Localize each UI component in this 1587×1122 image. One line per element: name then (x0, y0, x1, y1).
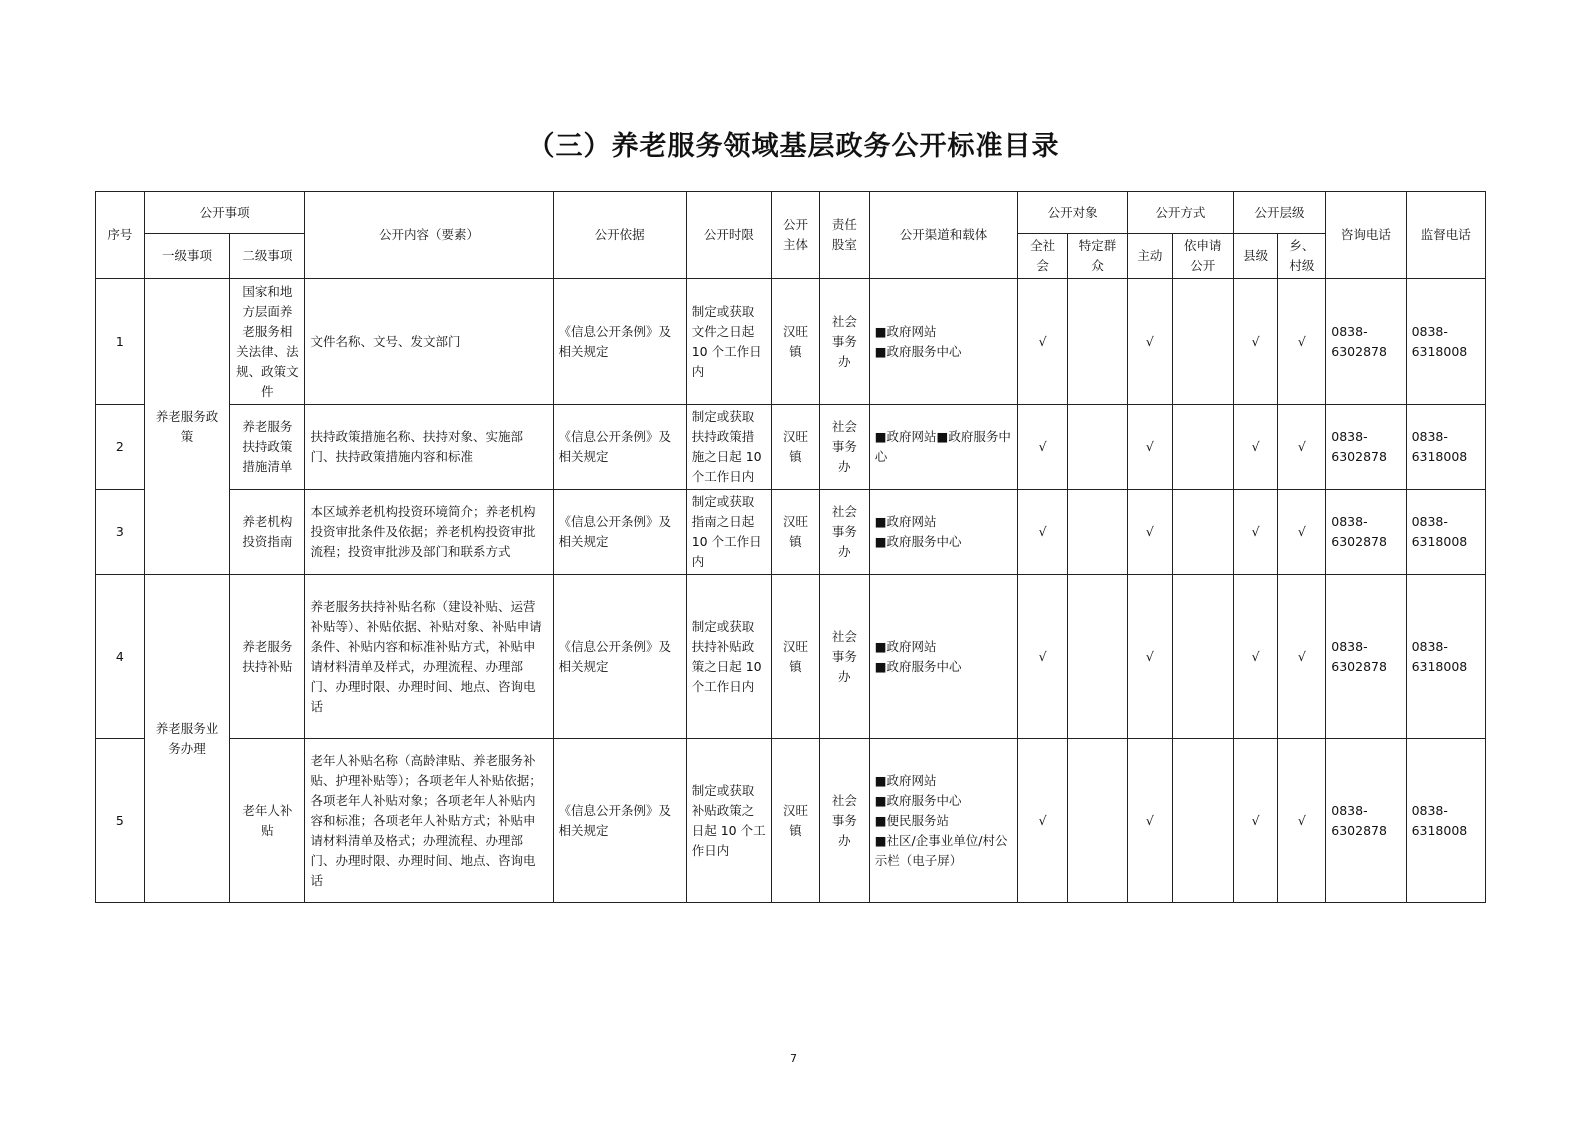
target-all-mark: √ (1018, 739, 1068, 903)
target-all-mark: √ (1018, 279, 1068, 405)
county-mark: √ (1233, 279, 1278, 405)
header-level-county: 县级 (1233, 234, 1278, 279)
level2-item: 国家和地 方层面养 老服务相 关法律、法 规、政策文 件 (230, 279, 305, 405)
level2-item: 养老服务 扶持补贴 (230, 575, 305, 739)
header-method-active: 主动 (1127, 234, 1172, 279)
timelimit-cell: 制定或获取扶持政策措施之日起 10 个工作日内 (686, 405, 771, 490)
request-mark (1172, 490, 1233, 575)
header-subject: 公开 主体 (772, 192, 820, 279)
table-row (96, 405, 1486, 490)
content-cell: 本区域养老机构投资环境简介；养老机构投资审批条件及依据；养老机构投资审批流程；投资审批涉及部门和联系方式 (305, 490, 553, 575)
active-mark: √ (1127, 405, 1172, 490)
channel-item: ■社区/企事业单位/村公示栏（电子屏） (874, 832, 1008, 868)
channel-cell (869, 279, 1017, 405)
county-mark: √ (1233, 490, 1278, 575)
basis-cell: 《信息公开条例》及相关规定 (553, 405, 686, 490)
supervise-tel: 0838- 6318008 (1406, 575, 1485, 739)
supervise-tel: 0838- 6318008 (1406, 279, 1485, 405)
header-supervise-tel: 监督电话 (1406, 192, 1485, 279)
level2-item: 养老服务 扶持政策 措施清单 (230, 405, 305, 490)
supervise-tel: 0838- 6318008 (1406, 405, 1485, 490)
subject-cell: 汉旺镇 (772, 575, 820, 739)
header-level-group: 公开层级 (1233, 192, 1326, 234)
header-target-specific: 特定群 众 (1067, 234, 1127, 279)
content-cell: 扶持政策措施名称、扶持对象、实施部门、扶持政策措施内容和标准 (305, 405, 553, 490)
channel-item: ■政府网站 (874, 638, 937, 654)
timelimit-cell: 制定或获取文件之日起 10 个工作日内 (686, 279, 771, 405)
target-specific-mark (1067, 575, 1127, 739)
town-mark: √ (1278, 739, 1326, 903)
level2-item: 养老机构 投资指南 (230, 490, 305, 575)
row-seq: 2 (96, 405, 145, 490)
table-row (96, 279, 1486, 405)
request-mark (1172, 405, 1233, 490)
level2-item: 老年人补 贴 (230, 739, 305, 903)
target-specific-mark (1067, 405, 1127, 490)
active-mark: √ (1127, 575, 1172, 739)
channel-item: ■政府网站 (874, 323, 937, 339)
row-seq: 1 (96, 279, 145, 405)
header-basis: 公开依据 (553, 192, 686, 279)
basis-cell: 《信息公开条例》及相关规定 (553, 575, 686, 739)
table-row (96, 490, 1486, 575)
request-mark (1172, 279, 1233, 405)
office-cell: 社会 事务 办 (819, 739, 869, 903)
target-specific-mark (1067, 279, 1127, 405)
target-all-mark: √ (1018, 405, 1068, 490)
header-timelimit: 公开时限 (686, 192, 771, 279)
county-mark: √ (1233, 739, 1278, 903)
header-method-group: 公开方式 (1127, 192, 1233, 234)
county-mark: √ (1233, 575, 1278, 739)
channel-cell (869, 739, 1017, 903)
content-cell: 养老服务扶持补贴名称（建设补贴、运营补贴等）、补贴依据、补贴对象、补贴申请条件、补贴内容和标准补贴方式，补贴申请材料清单及样式，办理流程、办理部门、办理时限、办理时间、地点、咨询电话 (305, 575, 553, 739)
active-mark: √ (1127, 490, 1172, 575)
office-cell: 社会 事务 办 (819, 490, 869, 575)
header-level1: 一级事项 (144, 234, 229, 279)
page-number: 7 (790, 1052, 797, 1065)
content-cell: 老年人补贴名称（高龄津贴、养老服务补贴、护理补贴等）；各项老年人补贴依据；各项老年人补贴对象；各项老年人补贴内容和标准；各项老年人补贴方式；补贴申请材料清单及格式；办理流程、办理部门、办理时限、办理时间、地点、咨询电话 (305, 739, 553, 903)
channel-item: ■政府服务中心 (874, 343, 962, 359)
active-mark: √ (1127, 739, 1172, 903)
supervise-tel: 0838- 6318008 (1406, 739, 1485, 903)
supervise-tel: 0838- 6318008 (1406, 490, 1485, 575)
office-cell: 社会 事务 办 (819, 405, 869, 490)
timelimit-cell: 制定或获取指南之日起 10 个工作日内 (686, 490, 771, 575)
subject-cell: 汉旺镇 (772, 739, 820, 903)
consult-tel: 0838- 6302878 (1326, 575, 1406, 739)
timelimit-cell: 制定或获取扶持补贴政策之日起 10 个工作日内 (686, 575, 771, 739)
header-office: 责任 股室 (819, 192, 869, 279)
row-seq: 4 (96, 575, 145, 739)
page-title: （三）养老服务领域基层政务公开标准目录 (527, 131, 1060, 162)
level1-item: 养老服务政 策 (144, 279, 229, 575)
channel-item: ■政府服务中心 (874, 792, 962, 808)
town-mark: √ (1278, 575, 1326, 739)
header-level2: 二级事项 (230, 234, 305, 279)
row-seq: 3 (96, 490, 145, 575)
header-target-group: 公开对象 (1018, 192, 1128, 234)
table-row (96, 575, 1486, 739)
header-channel: 公开渠道和载体 (869, 192, 1017, 279)
subject-cell: 汉旺镇 (772, 279, 820, 405)
header-target-all: 全社 会 (1018, 234, 1068, 279)
channel-item: ■政府服务中心 (874, 658, 962, 674)
channel-item: ■政府服务中心 (874, 534, 962, 549)
channel-item: ■政府网站 (874, 514, 937, 529)
office-cell: 社会 事务 办 (819, 279, 869, 405)
header-consult-tel: 咨询电话 (1326, 192, 1406, 279)
subject-cell: 汉旺镇 (772, 405, 820, 490)
request-mark (1172, 739, 1233, 903)
channel-cell (869, 405, 1017, 490)
basis-cell: 《信息公开条例》及相关规定 (553, 490, 686, 575)
channel-cell (869, 490, 1017, 575)
header-items-group: 公开事项 (144, 192, 305, 234)
table-row (96, 739, 1486, 903)
town-mark: √ (1278, 405, 1326, 490)
header-content: 公开内容（要素） (305, 192, 553, 279)
consult-tel: 0838- 6302878 (1326, 405, 1406, 490)
basis-cell: 《信息公开条例》及相关规定 (553, 279, 686, 405)
target-specific-mark (1067, 490, 1127, 575)
request-mark (1172, 575, 1233, 739)
subject-cell: 汉旺镇 (772, 490, 820, 575)
town-mark: √ (1278, 279, 1326, 405)
header-seq: 序号 (96, 192, 145, 279)
timelimit-cell: 制定或获取补贴政策之日起 10 个工作日内 (686, 739, 771, 903)
county-mark: √ (1233, 405, 1278, 490)
header-level-town: 乡、 村级 (1278, 234, 1326, 279)
channel-cell (869, 575, 1017, 739)
active-mark: √ (1127, 279, 1172, 405)
consult-tel: 0838- 6302878 (1326, 279, 1406, 405)
consult-tel: 0838- 6302878 (1326, 490, 1406, 575)
header-method-request: 依申请 公开 (1172, 234, 1233, 279)
channel-item: ■政府网站■政府服务中心 (874, 429, 1011, 464)
target-all-mark: √ (1018, 490, 1068, 575)
consult-tel: 0838- 6302878 (1326, 739, 1406, 903)
content-cell: 文件名称、文号、发文部门 (305, 279, 553, 405)
office-cell: 社会 事务 办 (819, 575, 869, 739)
basis-cell: 《信息公开条例》及相关规定 (553, 739, 686, 903)
row-seq: 5 (96, 739, 145, 903)
level1-item: 养老服务业 务办理 (144, 575, 229, 903)
target-specific-mark (1067, 739, 1127, 903)
catalog-table (95, 191, 1486, 903)
town-mark: √ (1278, 490, 1326, 575)
channel-item: ■政府网站 (874, 772, 937, 788)
channel-item: ■便民服务站 (874, 812, 950, 828)
target-all-mark: √ (1018, 575, 1068, 739)
